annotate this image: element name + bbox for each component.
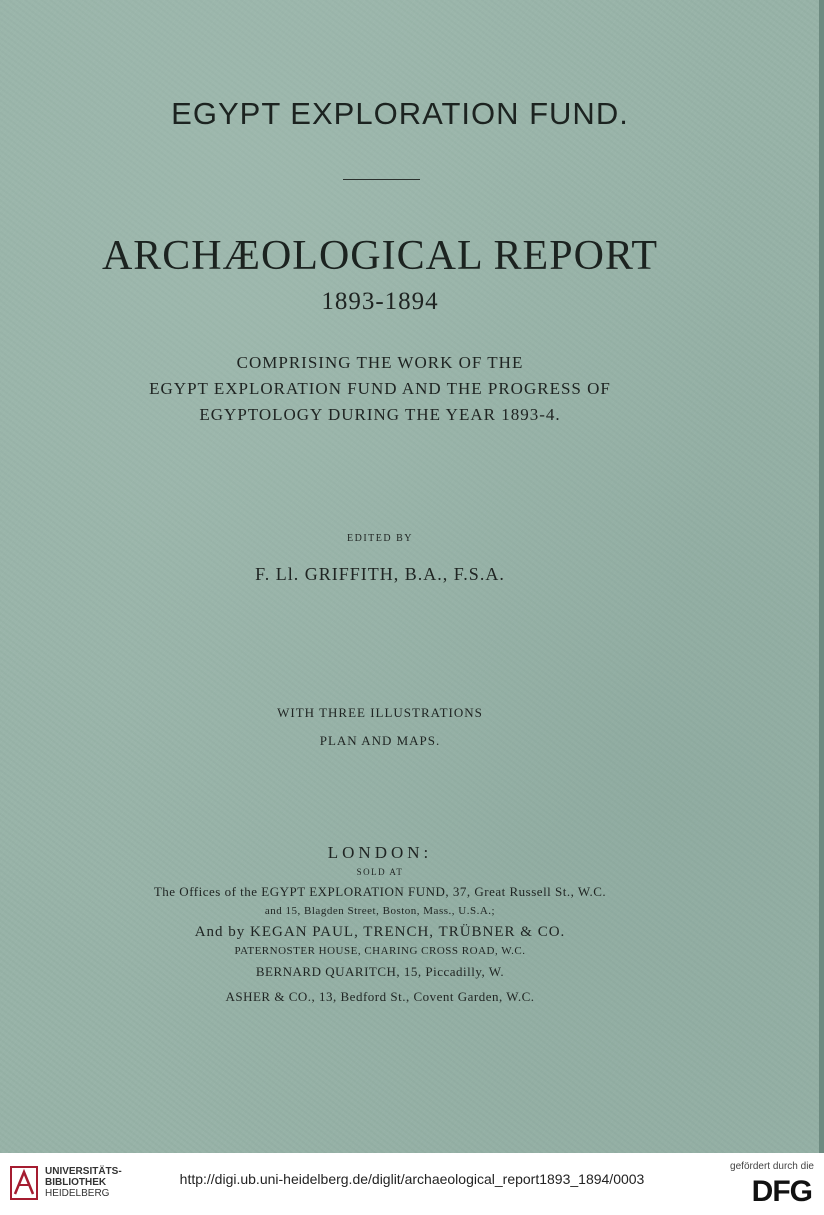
publisher-line: The Offices of the EGYPT EXPLORATION FUND, 37, Great Russell St., W.C. (153, 884, 607, 899)
report-years: 1893-1894 (321, 288, 439, 315)
editor-name: F. Ll. GRIFFITH, B.A., F.S.A. (255, 564, 505, 584)
publisher-line: And by KEGAN PAUL, TRENCH, TRÜBNER & CO. (194, 924, 566, 940)
imprint-city: LONDON: (327, 843, 433, 862)
page-edge-shadow (819, 0, 824, 1153)
library-name-line: HEIDELBERG (45, 1188, 110, 1199)
publisher-line: BERNARD QUARITCH, 15, Piccadilly, W. (255, 964, 505, 979)
illustrations-line: PLAN AND MAPS. (319, 733, 441, 748)
illustrations-line: WITH THREE ILLUSTRATIONS (277, 705, 483, 720)
dfg-logo: DFG (751, 1175, 812, 1208)
description-line: EGYPTOLOGY DURING THE YEAR 1893-4. (199, 405, 561, 424)
title-divider (343, 179, 420, 180)
publisher-line: ASHER & CO., 13, Bedford St., Covent Garden, W.C. (225, 989, 535, 1004)
organization-heading: EGYPT EXPLORATION FUND. (171, 96, 629, 131)
publisher-line: and 15, Blagden Street, Boston, Mass., U.S.A.; (264, 905, 496, 917)
description-line: EGYPT EXPLORATION FUND AND THE PROGRESS OF (149, 379, 611, 398)
funding-label: gefördert durch die (730, 1161, 814, 1172)
report-description (0, 350, 760, 428)
permalink-url[interactable]: http://digi.ub.uni-heidelberg.de/diglit/archaeological_report1893_1894/0003 (179, 1171, 645, 1187)
publisher-line: PATERNOSTER HOUSE, CHARING CROSS ROAD, W.C. (234, 945, 526, 957)
viewer-footer (0, 1153, 824, 1215)
sold-at-label: SOLD AT (356, 867, 404, 877)
description-line: COMPRISING THE WORK OF THE (236, 353, 524, 372)
report-title: ARCHÆOLOGICAL REPORT (101, 233, 659, 279)
edited-by-label: EDITED BY (347, 533, 413, 544)
illustrations-note (0, 699, 760, 755)
library-name-line: BIBLIOTHEK (45, 1177, 107, 1188)
library-name-line: UNIVERSITÄTS- (45, 1166, 122, 1177)
